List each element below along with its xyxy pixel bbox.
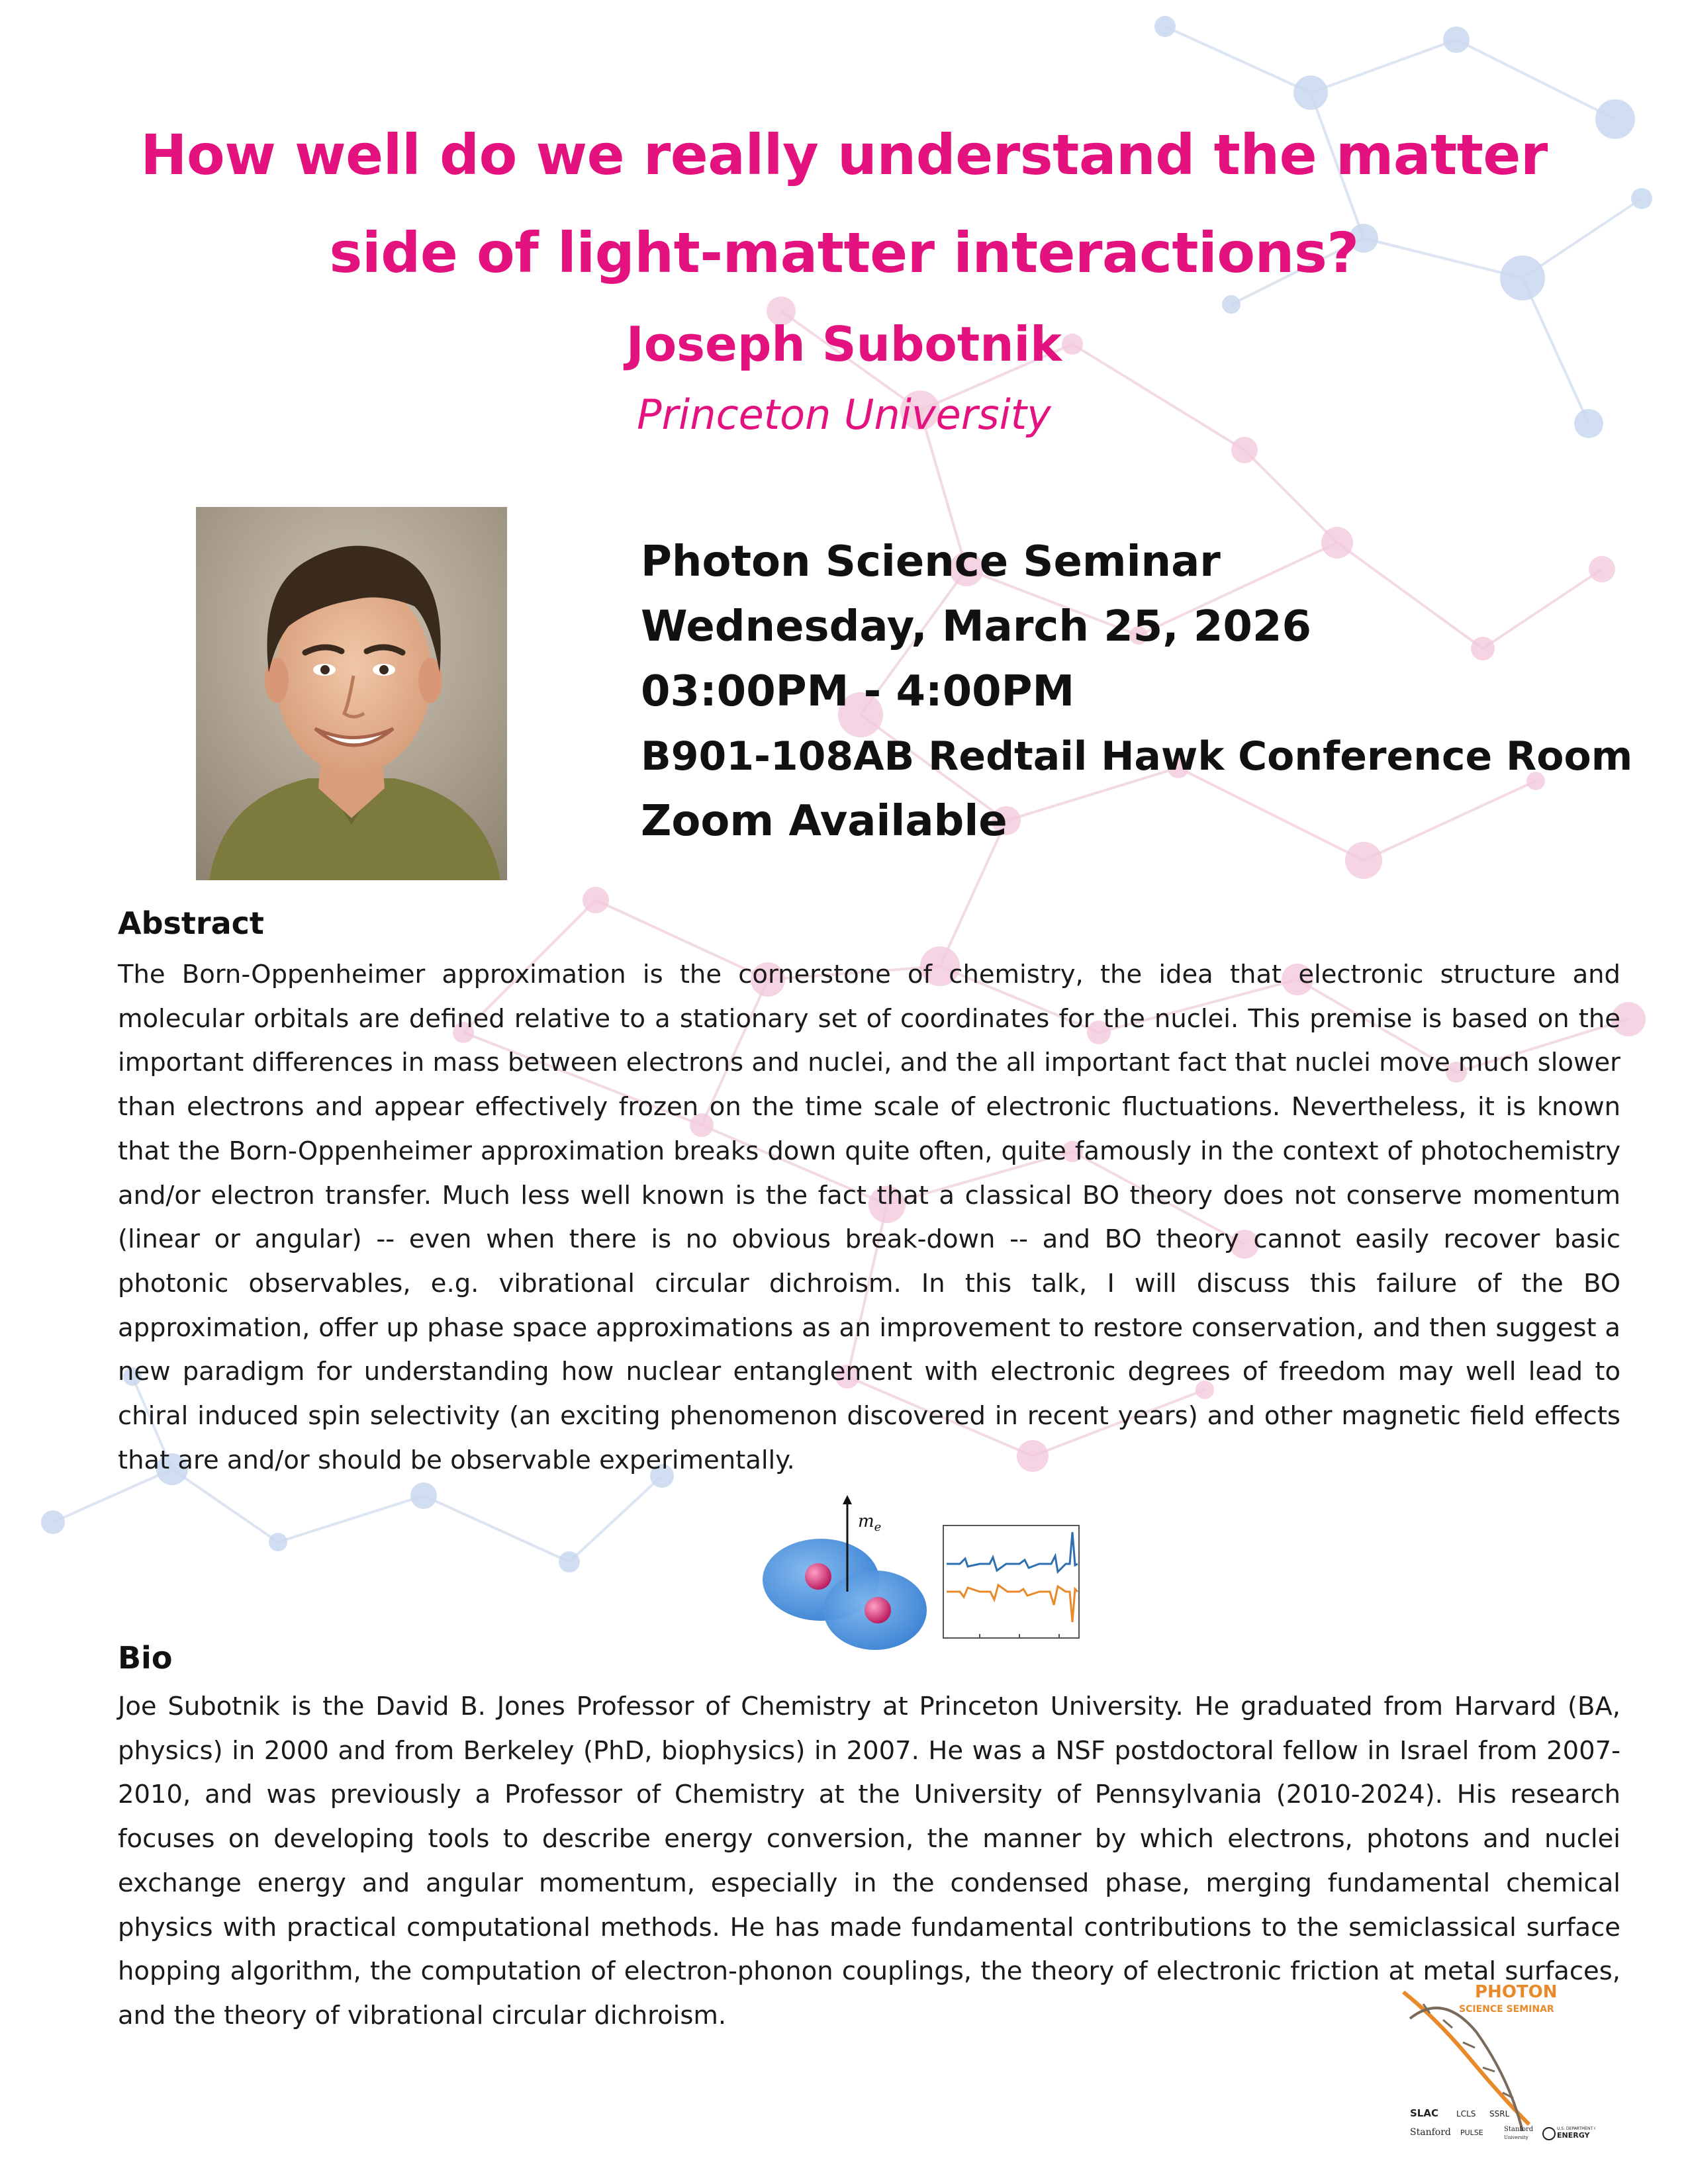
event-location: B901-108AB Redtail Hawk Conference Room [641, 733, 1633, 780]
event-series: Photon Science Seminar [641, 537, 1221, 586]
logo-subtitle: SCIENCE SEMINAR [1459, 2004, 1554, 2015]
abstract-text: The Born-Oppenheimer approximation is the cornerstone of chemistry, the idea that electronic structure and molecular orbitals are defined relative to a stationary set of coordinates for the nuclei. This premise is based on the important differences in mass between electrons and nuclei, and the all important fact that nuclei move much slower than electrons and appear effectively frozen on the time scale of electronic fluctuations. Nevertheless, it is known that the Born-Oppenheimer approximation breaks down quite often, quite famously in the context of photochemistry and/or electron transfer. Much less well known is the fact that a classical BO theory does not conserve momentum (linear or angular) -- even when there is no obvious break-down -- and BO theory cannot easily recover basic photonic observables, e.g. vibrational circular dichroism. In this talk, I will discuss this failure of the BO approximation, offer up phase space approximations as an improvement to restore conservation, and then suggest a new paradigm for understanding how nuclear entanglement with electronic degrees of freedom may well lead to chiral induced spin selectivity (an exciting phenomenon discovered in recent years) and other magnetic field effects that are and/or should be observable experimentally. [118, 960, 1620, 1475]
ssrl-label: SSRL [1489, 2109, 1510, 2118]
spectra-plot [943, 1525, 1079, 1638]
stanford-label: Stanford [1410, 2127, 1451, 2138]
abstract-heading: Abstract [118, 905, 264, 941]
orbital-diagram [763, 1495, 927, 1650]
event-time: 03:00PM - 4:00PM [641, 667, 1075, 716]
speaker-photo [196, 507, 507, 880]
bio-text: Joe Subotnik is the David B. Jones Professor of Chemistry at Princeton University. He graduated from Harvard (BA, physics) in 2000 and from Berkeley (PhD, biophysics) in 2007. He was a NSF postdoctoral fellow in Israel from 2007-2010, and was previously a Professor of Chemistry at the University of Pennsylvania (2010-2024). His research focuses on developing tools to describe energy conversion, the manner by which electrons, photons and nuclei exchange energy and angular momentum, especially in the condensed phase, merging fundamental chemical physics with practical computational methods. He has made fundamental contributions to the semiclassical surface hopping algorithm, the computation of electron-phonon couplings, the theory of electronic friction at metal surfaces, and the theory of vibrational circular dichroism. [118, 1692, 1620, 2030]
photon-science-seminar-logo [1397, 1979, 1595, 2144]
magnetic-moment-label: $m_e$ [858, 1512, 882, 1534]
lcls-label: LCLS [1456, 2109, 1476, 2118]
logo-title: PHOTON [1475, 1982, 1558, 2002]
title-line-1: How well do we really understand the matter [140, 122, 1548, 187]
speaker-name: Joseph Subotnik [626, 316, 1062, 372]
pulse-label: PULSE [1460, 2128, 1483, 2137]
event-details [641, 529, 1673, 854]
stanford-university-label: Stanford [1504, 2126, 1534, 2133]
slac-label: SLAC [1410, 2107, 1438, 2119]
event-date: Wednesday, March 25, 2026 [641, 602, 1311, 651]
stanford-university-sub: University [1504, 2135, 1528, 2140]
seminar-title [53, 106, 1635, 302]
doe-seal-icon [1543, 2128, 1555, 2140]
event-zoom: Zoom Available [641, 797, 1008, 846]
doe-sub-label: U.S. DEPARTMENT OF [1557, 2126, 1595, 2131]
abstract-figure [755, 1492, 1086, 1655]
speaker-affiliation: Princeton University [637, 390, 1051, 439]
title-line-2: side of light-matter interactions? [329, 220, 1359, 285]
bio-heading: Bio [118, 1640, 173, 1676]
doe-label: ENERGY [1557, 2131, 1590, 2140]
